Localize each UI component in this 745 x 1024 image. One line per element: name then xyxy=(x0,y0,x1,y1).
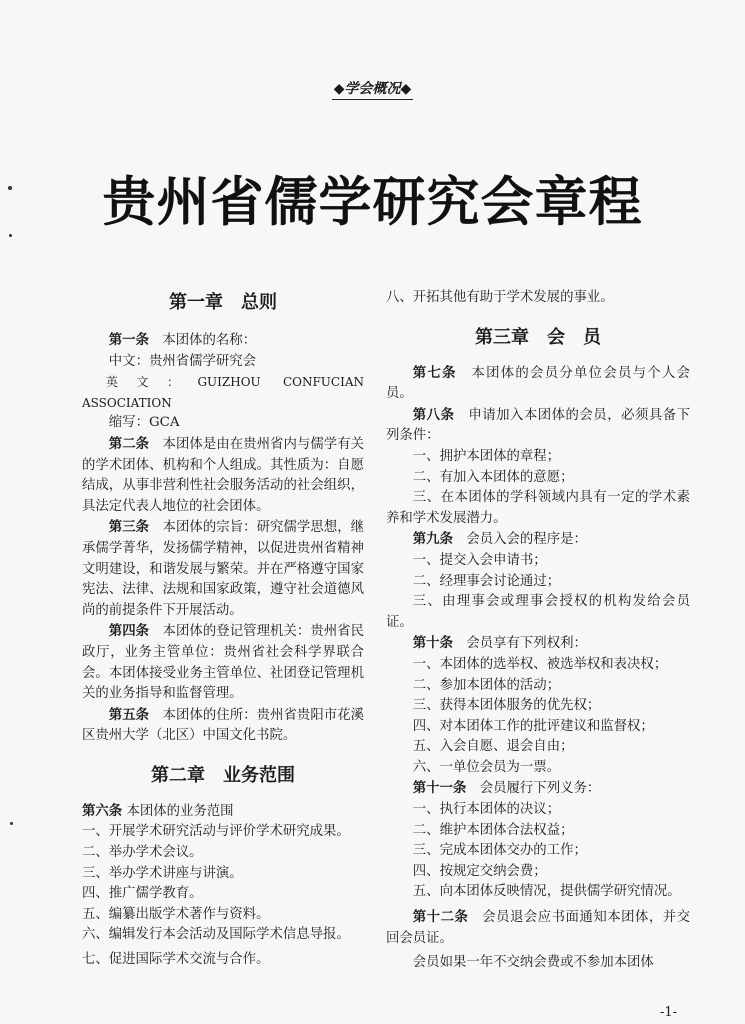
list-item: 四、对本团体工作的批评建议和监督权； xyxy=(412,718,654,734)
list-item: 二、举办学术会议。 xyxy=(82,845,203,861)
article-8-text: 申请加入本团体的会员，必须具备下列条件： xyxy=(386,407,691,444)
list-item: 六、编辑发行本会活动及国际学术信息导报。 xyxy=(82,927,350,943)
article-4-text: 本团体的登记管理机关：贵州省民政厅，业务主管单位：贵州省社会科学界联合会。本团体接受业务主管单位、社团登记管理机关的业务指导和监督管理。 xyxy=(82,624,365,702)
article-1-text: 本团体的名称： xyxy=(162,333,257,348)
article-8 xyxy=(386,405,690,447)
section-tag-text: ◆学会概况◆ xyxy=(332,78,414,100)
article-3 xyxy=(82,517,364,621)
chapter-2-heading: 第二章 业务范围 xyxy=(151,764,295,786)
scan-speck xyxy=(9,234,12,237)
list-item: 二、维护本团体合法权益； xyxy=(412,822,574,838)
article-2-text: 本团体是由在贵州省内与儒学有关的学术团体、机构和个人组成。其性质为：自愿结成，从事非营利性社会服务活动的社会组织，具法定代表人地位的社会团体。 xyxy=(82,436,365,514)
name-abbr: 缩写：GCA xyxy=(108,415,180,431)
list-item: 八、开拓其他有助于学术发展的事业。 xyxy=(386,290,614,305)
article-12-text: 会员退会应书面通知本团体，并交回会员证。 xyxy=(386,910,691,946)
list-item: 三、在本团体的学科领域内具有一定的学术素养和学术发展潜力。 xyxy=(386,490,690,526)
article-4 xyxy=(82,621,364,704)
document-title: 贵州省儒学研究会章程 xyxy=(102,172,643,233)
name-chinese: 中文：贵州省儒学研究会 xyxy=(108,353,257,369)
left-column xyxy=(82,288,364,971)
article-9 xyxy=(386,529,690,551)
scan-speck xyxy=(10,822,13,825)
article-9-text: 会员入会的程序是： xyxy=(466,532,587,548)
article-2-label: 第二条 xyxy=(108,435,150,452)
chapter-3-heading: 第三章 会 员 xyxy=(475,326,601,348)
article-6-label: 第六条 xyxy=(82,802,123,819)
article-6 xyxy=(82,801,364,823)
list-item: 三、由理事会或理事会授权的机构发给会员证。 xyxy=(386,594,690,630)
article-5-label: 第五条 xyxy=(108,706,150,723)
list-item: 四、推广儒学教育。 xyxy=(82,886,203,902)
article-1-label: 第一条 xyxy=(108,332,149,348)
article-11-label: 第十一条 xyxy=(412,780,467,797)
last-paragraph: 会员如果一年不交纳会费或不参加本团体 xyxy=(412,955,654,971)
article-11 xyxy=(386,778,690,800)
article-7-label: 第七条 xyxy=(412,364,457,381)
article-9-label: 第九条 xyxy=(412,531,453,548)
list-item: 二、经理事会讨论通过； xyxy=(412,573,561,589)
article-7 xyxy=(386,363,690,405)
article-12-label: 第十二条 xyxy=(412,909,469,926)
page-number: -1- xyxy=(659,1005,677,1020)
list-item: 一、开展学术研究活动与评价学术研究成果。 xyxy=(82,824,350,840)
scan-speck xyxy=(8,186,12,190)
list-item: 七、促进国际学术交流与合作。 xyxy=(82,952,270,968)
right-column xyxy=(386,288,690,974)
list-item: 一、本团体的选举权、被选举权和表决权； xyxy=(412,656,668,672)
article-10 xyxy=(386,633,690,655)
list-item: 五、向本团体反映情况，提供儒学研究情况。 xyxy=(412,884,681,900)
list-item: 二、参加本团体的活动； xyxy=(412,677,561,693)
chapter-1-heading: 第一章 总则 xyxy=(169,292,277,313)
list-item: 六、一单位会员为一票。 xyxy=(412,759,561,775)
name-english: 英文：GUIZHOU CONFUCIAN ASSOCIATION xyxy=(82,375,364,410)
list-item: 四、按规定交纳会费； xyxy=(412,863,547,879)
article-6-text: 本团体的业务范围 xyxy=(126,803,234,819)
article-4-label: 第四条 xyxy=(108,623,150,640)
article-10-label: 第十条 xyxy=(412,635,453,652)
list-item: 二、有加入本团体的意愿； xyxy=(412,469,574,485)
article-10-text: 会员享有下列权利： xyxy=(466,636,587,652)
article-11-text: 会员履行下列义务： xyxy=(479,781,601,797)
article-5-text: 本团体的住所：贵州省贵阳市花溪区贵州大学（北区）中国文化书院。 xyxy=(82,707,365,744)
list-item: 三、举办学术讲座与讲演。 xyxy=(82,865,243,881)
list-item: 三、获得本团体服务的优先权； xyxy=(412,698,601,714)
article-12 xyxy=(386,907,690,949)
list-item: 五、编纂出版学术著作与资料。 xyxy=(82,906,270,922)
article-3-text: 本团体的宗旨：研究儒学思想，继承儒学菁华，发扬儒学精神，以促进贵州省精神文明建设，和谐发展与繁荣。并在严格遵守国家宪法、法律、法规和国家政策，遵守社会道德风尚的前提条件下开展活动。 xyxy=(82,520,365,618)
article-8-label: 第八条 xyxy=(412,406,455,423)
article-5 xyxy=(82,705,364,747)
list-item: 一、拥护本团体的章程； xyxy=(412,448,561,464)
section-tag xyxy=(0,78,745,100)
list-item: 五、入会自愿、退会自由； xyxy=(412,739,574,755)
article-7-text: 本团体的会员分单位会员与个人会员。 xyxy=(386,365,690,402)
list-item: 三、完成本团体交办的工作； xyxy=(412,843,587,859)
article-3-label: 第三条 xyxy=(108,519,150,536)
article-1 xyxy=(82,330,364,352)
list-item: 一、提交入会申请书； xyxy=(412,552,547,568)
list-item: 一、执行本团体的决议； xyxy=(412,802,561,818)
article-2 xyxy=(82,434,364,517)
